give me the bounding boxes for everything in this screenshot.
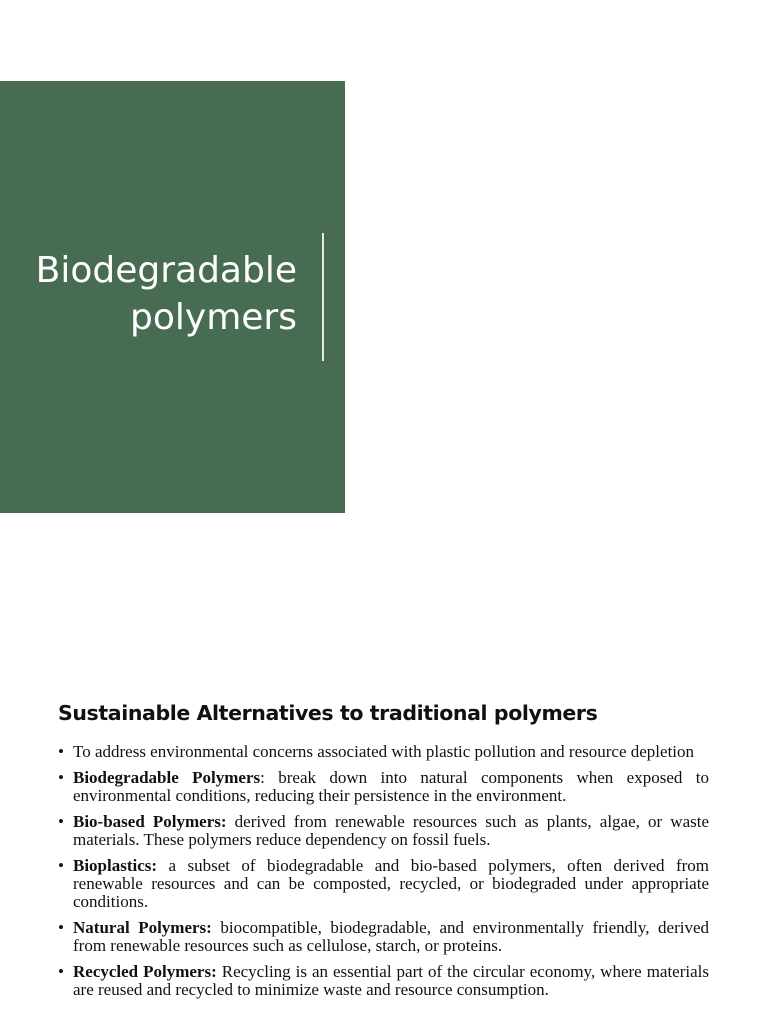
- bullet-term: Recycled Polymers:: [73, 962, 217, 981]
- slide-title: [36, 247, 297, 341]
- bullet-text: : break down into natural components when exposed to environmental conditions, reducing their persistence in the environment.: [73, 768, 709, 805]
- bullet-text: To address environmental concerns associated with plastic pollution and resource depletion: [73, 742, 695, 761]
- list-item: [58, 919, 709, 955]
- list-item: [58, 769, 709, 805]
- bullet-list: [58, 743, 709, 1007]
- bullet-icon: •: [58, 742, 64, 761]
- bullet-term: Bioplastics:: [73, 856, 158, 875]
- bullet-term: Natural Polymers:: [73, 918, 212, 937]
- bullet-icon: •: [58, 962, 64, 981]
- bullet-icon: •: [58, 856, 64, 875]
- bullet-text: derived from renewable resources such as plants, algae, or waste materials. These polymers reduce dependency on fossil fuels.: [73, 812, 709, 849]
- bullet-text: Recycling is an essential part of the circular economy, where materials are reused and recycled to minimize waste and resource consumption.: [73, 962, 709, 999]
- title-panel: [0, 81, 345, 513]
- bullet-icon: •: [58, 768, 64, 787]
- bullet-text: biocompatible, biodegradable, and environmentally friendly, derived from renewable resources such as cellulose, starch, or proteins.: [73, 918, 709, 955]
- bullet-term: Biodegradable Polymers: [73, 768, 261, 787]
- list-item: [58, 813, 709, 849]
- title-divider: [322, 233, 324, 361]
- bullet-icon: •: [58, 812, 64, 831]
- bullet-text: a subset of biodegradable and bio-based polymers, often derived from renewable resources and can be composted, recycled, or biodegraded under appropriate conditions.: [73, 856, 709, 911]
- section-heading: Sustainable Alternatives to traditional polymers: [58, 701, 598, 725]
- list-item: [58, 963, 709, 999]
- slide-title-line-1: Biodegradable: [35, 250, 297, 291]
- slide-title-line-2: polymers: [130, 297, 297, 338]
- list-item: [58, 857, 709, 911]
- bullet-icon: •: [58, 918, 64, 937]
- bullet-term: Bio-based Polymers:: [73, 812, 227, 831]
- list-item: [58, 743, 709, 761]
